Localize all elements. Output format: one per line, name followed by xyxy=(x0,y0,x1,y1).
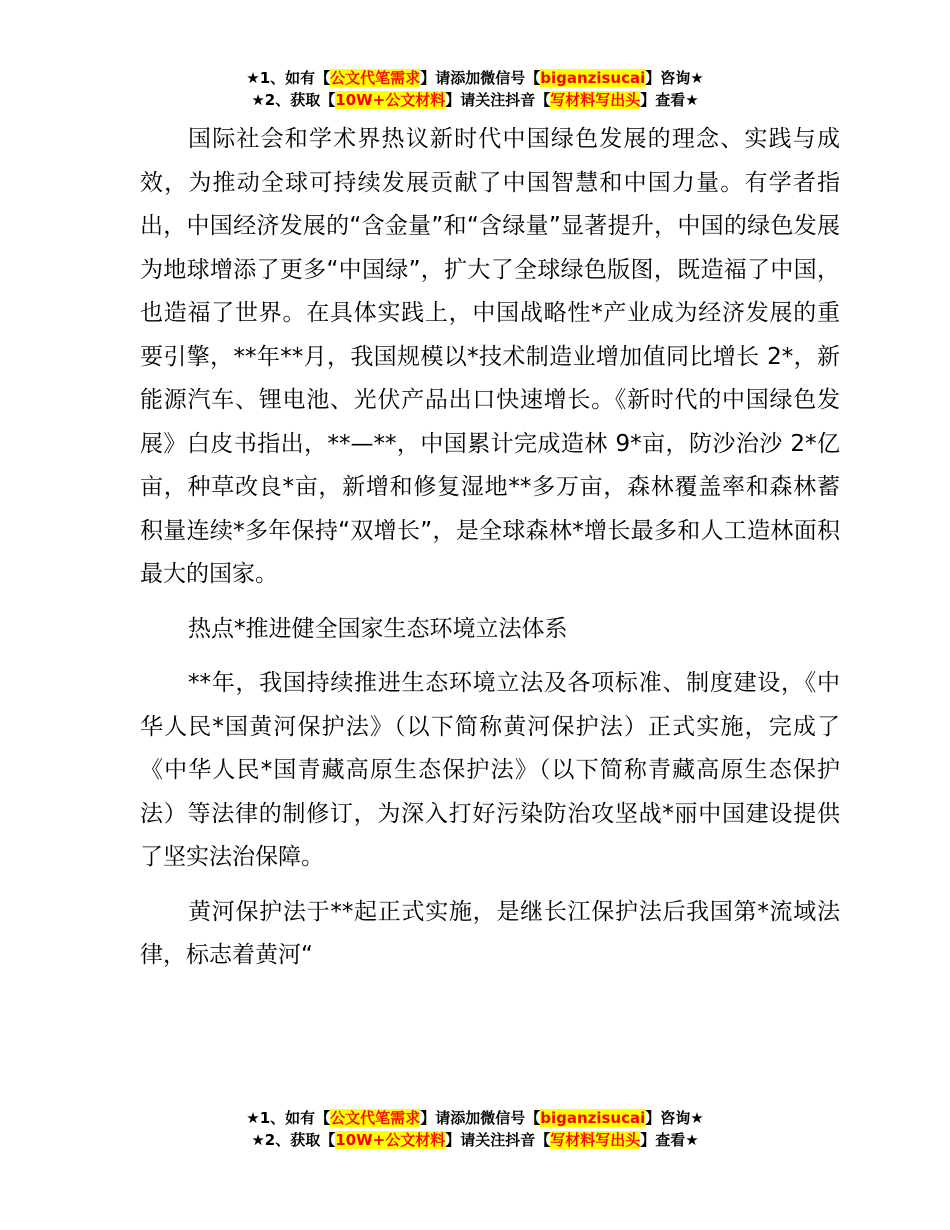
banner-text: ★1、如有【 xyxy=(246,69,331,87)
banner-text: 】查看★ xyxy=(640,1131,699,1149)
banner-text: 】查看★ xyxy=(640,91,699,109)
banner-line-1 xyxy=(0,67,950,89)
banner-highlight: 公文代笔需求 xyxy=(330,1109,421,1127)
banner-text: 】请添加微信号【 xyxy=(420,1109,541,1127)
banner-highlight: 公文代笔需求 xyxy=(330,69,421,87)
banner-highlight: 10W+公文材料 xyxy=(335,91,446,109)
section-heading: 热点*推进健全国家生态环境立法体系 xyxy=(188,615,568,642)
banner-line-2 xyxy=(0,89,950,111)
banner-text: 】请关注抖音【 xyxy=(445,1131,551,1149)
banner-highlight: 写材料写出头 xyxy=(550,91,641,109)
footer-banner xyxy=(0,1107,950,1151)
header-banner xyxy=(0,67,950,111)
banner-line-1 xyxy=(0,1107,950,1129)
banner-highlight: biganzisucai xyxy=(540,1109,646,1127)
banner-text: 】请添加微信号【 xyxy=(420,69,541,87)
banner-highlight: 10W+公文材料 xyxy=(335,1131,446,1149)
paragraph: **年，我国持续推进生态环境立法及各项标准、制度建设，《中华人民*国黄河保护法》（以下简称黄河保护法）正式实施，完成了《中华人民*国青藏高原生态保护法》（以下简称青藏高原生态保护法）等法律的制修订，为深入打好污染防治攻坚战*丽中国建设提供了坚实法治保障。 xyxy=(140,670,840,870)
banner-highlight: biganzisucai xyxy=(540,69,646,87)
banner-text: 】咨询★ xyxy=(645,1109,704,1127)
banner-text: ★1、如有【 xyxy=(246,1109,331,1127)
banner-text: 】咨询★ xyxy=(645,69,704,87)
banner-highlight: 写材料写出头 xyxy=(550,1131,641,1149)
banner-text: 】请关注抖音【 xyxy=(445,91,551,109)
banner-text: ★2、获取【 xyxy=(251,91,336,109)
paragraph: 黄河保护法于**起正式实施，是继长江保护法后我国第*流域法律，标志着黄河“ xyxy=(140,898,840,968)
banner-text: ★2、获取【 xyxy=(251,1131,336,1149)
banner-line-2 xyxy=(0,1129,950,1151)
document-body xyxy=(140,118,840,978)
paragraph: 国际社会和学术界热议新时代中国绿色发展的理念、实践与成效，为推动全球可持续发展贡献了中国智慧和中国力量。有学者指出，中国经济发展的“含金量”和“含绿量”显著提升，中国的绿色发展为地球增添了更多“中国绿”，扩大了全球绿色版图，既造福了中国，也造福了世界。在具体实践上，中国战略性*产业成为经济发展的重要引擎，**年**月，我国规模以*技术制造业增加值同比增长 2*，新能源汽车、锂电池、光伏产品出口快速增长。《新时代的中国绿色发展》白皮书指出，**—**，中国累计完成造林 9*亩，防沙治沙 2*亿亩，种草改良*亩，新增和修复湿地**多万亩，森林覆盖率和森林蓄积量连续*多年保持“双增长”，是全球森林*增长最多和人工造林面积最大的国家。 xyxy=(140,126,840,587)
